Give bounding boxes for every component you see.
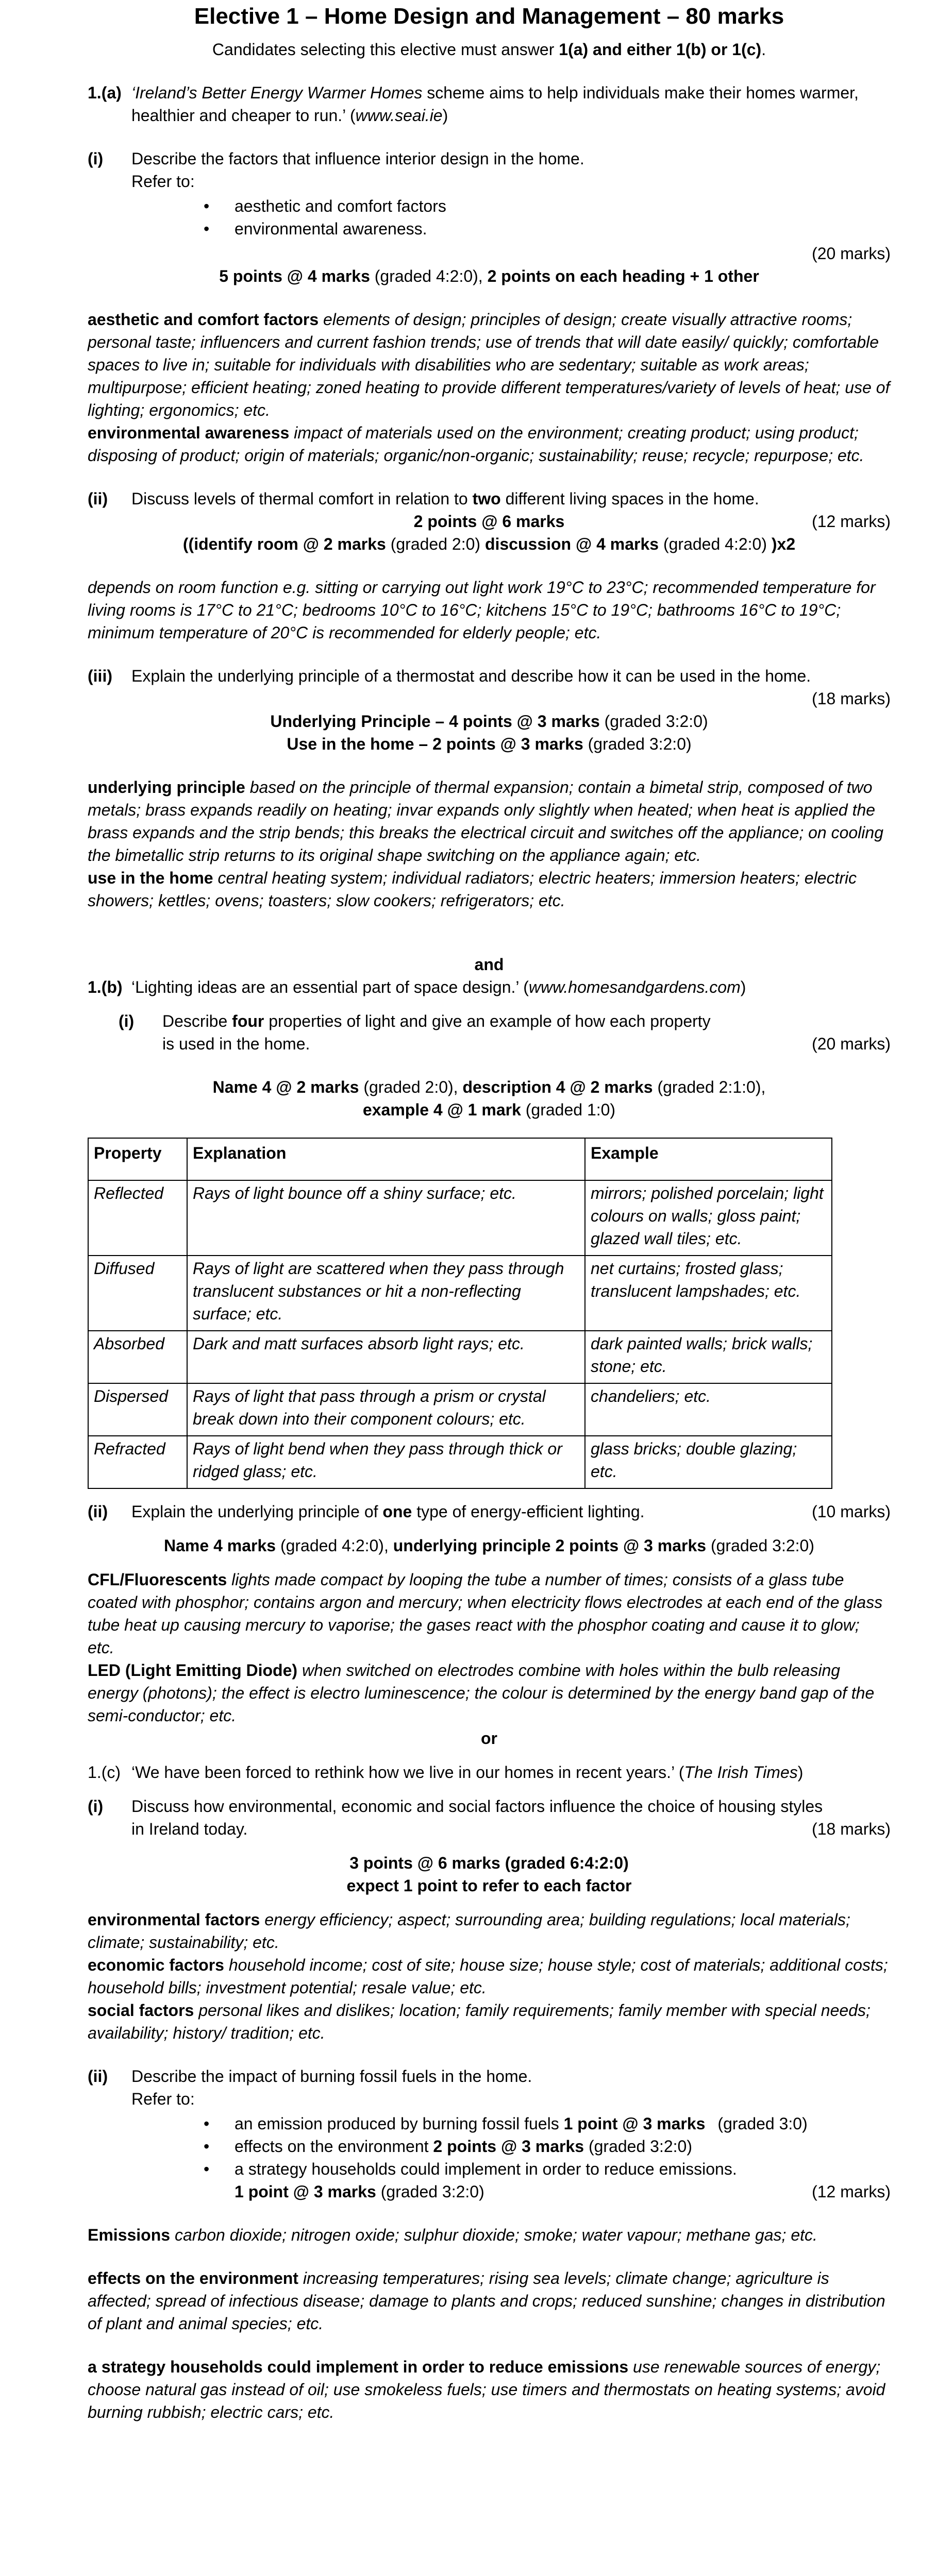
answer-text: elements of design; principles of design; create visually attractive rooms; personal taste; influencers and current fashion trends; use of trends that will date easily/ quickly; comfortable spaces to live in; suitable for individuals with disabilities who are sedentary; suitable as work areas; multipurpose; efficient heating; zoned heating to provide different temperatures/variety of levels of heat; use of lighting; ergonomics; etc.	[88, 310, 890, 419]
q1b-header	[88, 976, 891, 998]
q1a-ii-scheme2	[88, 533, 891, 555]
table-cell: chandeliers; etc.	[585, 1383, 832, 1436]
q1c-ii-number: (ii)	[88, 2067, 108, 2086]
scheme-normal: (graded 3:2:0)	[599, 712, 708, 731]
q1a-source: www.seai.ie	[355, 106, 443, 125]
q1c-header	[88, 1761, 891, 1784]
q-text: different living spaces in the home.	[500, 489, 759, 508]
q1b-ii-scheme	[88, 1534, 891, 1557]
q1c-i-scheme1: 3 points @ 6 marks (graded 6:4:2:0)	[349, 1854, 629, 1872]
table-row	[88, 1436, 832, 1488]
q1a-i	[88, 147, 891, 242]
table-cell: Rays of light bounce off a shiny surface; etc.	[187, 1180, 585, 1256]
q1a-iii-scheme1	[88, 710, 891, 733]
table-row	[88, 1180, 832, 1256]
answer-heading: a strategy households could implement in order to reduce emissions	[88, 2358, 629, 2376]
table-cell: Dispersed	[88, 1383, 187, 1436]
q1c-i-marks: (18 marks)	[812, 1820, 891, 1838]
table-cell: Dark and matt surfaces absorb light rays; etc.	[187, 1331, 585, 1383]
q1a-i-bullets	[204, 195, 891, 240]
q1b-ii-answer-1	[88, 1568, 891, 1659]
bullet-item	[204, 2135, 891, 2158]
q1c-i-answer-1	[88, 1908, 891, 1954]
intro-pre: Candidates selecting this elective must answer	[212, 40, 559, 59]
scheme-normal: (graded 2:0)	[386, 535, 485, 553]
table-row	[88, 1256, 832, 1331]
answer-heading: Emissions	[88, 2226, 171, 2244]
q1b-close: )	[740, 978, 746, 996]
q1a-i-text: Describe the factors that influence interior design in the home.	[131, 149, 584, 168]
q-text: Discuss how environmental, economic and social factors influence the choice of housing styles	[131, 1797, 823, 1816]
bullet-item: • aesthetic and comfort factors	[204, 195, 891, 217]
answer-heading: LED (Light Emitting Diode)	[88, 1661, 298, 1680]
q1a-quote-italic: ‘Ireland’s Better Energy Warmer Homes	[131, 83, 423, 102]
bullet-item	[204, 2112, 891, 2135]
scheme-bold: 2 points on each heading + 1 other	[487, 267, 759, 285]
scheme-bold: underlying principle 2 points @ 3 marks	[393, 1536, 707, 1555]
scheme-normal: (graded 3:2:0)	[583, 735, 692, 753]
q1b-i-scheme1	[88, 1076, 891, 1098]
answer-text: household income; cost of site; house size; house style; cost of materials; additional costs; household bills; investment potential; resale value; etc.	[88, 1956, 888, 1997]
table-cell: Reflected	[88, 1180, 187, 1256]
bullet-grade: (graded 3:2:0)	[376, 2182, 484, 2201]
answer-heading: economic factors	[88, 1956, 224, 1974]
q1a-iii-text: Explain the underlying principle of a thermostat and describe how it can be used in the home.	[131, 667, 811, 685]
q-text-bold: two	[472, 489, 501, 508]
scheme-bold: ((identify room @ 2 marks	[182, 535, 386, 553]
answer-heading: environmental factors	[88, 1910, 260, 1929]
scheme-bold: description 4 @ 2 marks	[462, 1078, 653, 1096]
q1c-quote: ‘We have been forced to rethink how we live in our homes in recent years.’ (	[131, 1763, 684, 1782]
q1a-iii-marks: (18 marks)	[812, 689, 891, 708]
table-header: Explanation	[187, 1138, 585, 1180]
q-text: Discuss levels of thermal comfort in relation to	[131, 489, 473, 508]
q1b-number: 1.(b)	[88, 978, 123, 996]
answer-text: personal likes and dislikes; location; family requirements; family member with special needs; availability; history/ tradition; etc.	[88, 2001, 871, 2042]
answer-text: central heating system; individual radiators; electric heaters; immersion heaters; electric showers; kettles; ovens; toasters; slow cookers; refrigerators; etc.	[88, 869, 857, 910]
answer-heading: aesthetic and comfort factors	[88, 310, 319, 329]
q1a-i-answer-1	[88, 308, 891, 421]
scheme-bold: 5 points @ 4 marks	[219, 267, 370, 285]
answer-heading: effects on the environment	[88, 2269, 298, 2287]
q1c-i-scheme2: expect 1 point to refer to each factor	[346, 1876, 632, 1895]
scheme-normal: (graded 1:0)	[521, 1100, 616, 1119]
bullet-bold: 1 point @ 3 marks	[235, 2182, 376, 2201]
q1c-ii-answer-1	[88, 2224, 891, 2246]
q-text: is used in the home.	[162, 1035, 310, 1053]
q1b-ii-number: (ii)	[88, 1502, 108, 1521]
table-header: Property	[88, 1138, 187, 1180]
properties-table	[88, 1138, 832, 1489]
q1b-ii-marks: (10 marks)	[812, 1502, 891, 1521]
table-cell: Absorbed	[88, 1331, 187, 1383]
scheme-normal: (graded 2:0),	[359, 1078, 463, 1096]
answer-heading: environmental awareness	[88, 423, 290, 442]
q1a-i-answer-2	[88, 421, 891, 467]
answer-text: energy efficiency; aspect; surrounding area; building regulations; local materials; climate; sustainability; etc.	[88, 1910, 850, 1952]
q1a-i-refer: Refer to:	[131, 172, 195, 191]
q1a-quote-rest: scheme aims to help individuals make their homes warmer, healthier and cheaper to run.’ (	[131, 83, 859, 125]
scheme-normal: (graded 2:1:0),	[652, 1078, 766, 1096]
answer-text: based on the principle of thermal expansion; contain a bimetal strip, composed of two metals; brass expands readily on heating; invar expands only slightly when heated; when heat is applied the brass expands and the strip bends; this breaks the electrical circuit and switches off the appliance; on cooling the bimetallic strip returns to its original shape switching on the appliance again; etc.	[88, 778, 883, 865]
q1c-i-answer-2	[88, 1954, 891, 1999]
table-header-row	[88, 1138, 832, 1180]
answer-heading: use in the home	[88, 869, 213, 887]
answer-text: lights made compact by looping the tube a number of times; consists of a glass tube coated with phosphor; contains argon and mercury; when electricity flows electrodes at each end of the glass tube heat up causing mercury to vaporise; the gases react with the phosphor coating and cause it to glow; etc.	[88, 1570, 883, 1657]
bullet-text: an emission produced by burning fossil fuels	[235, 2114, 564, 2133]
answer-text: use renewable sources of energy; choose natural gas instead of oil; use smokeless fuels; use timers and thermostats on heating systems; avoid burning rubbish; electric cars; etc.	[88, 2358, 885, 2421]
q1b-i	[88, 1010, 891, 1055]
q1a-i-scheme	[88, 265, 891, 287]
table-cell: net curtains; frosted glass; translucent lampshades; etc.	[585, 1256, 832, 1331]
table-header: Example	[585, 1138, 832, 1180]
q1a-header	[88, 81, 891, 127]
table-cell: Rays of light that pass through a prism or crystal break down into their component colours; etc.	[187, 1383, 585, 1436]
and-separator: and	[474, 955, 504, 974]
bullet-bold: 2 points @ 3 marks	[433, 2137, 584, 2156]
bullet-text: effects on the environment	[235, 2137, 433, 2156]
q1a-iii-number: (iii)	[88, 667, 112, 685]
q1b-source: www.homesandgardens.com	[528, 978, 741, 996]
table-cell: mirrors; polished porcelain; light colours on walls; gloss paint; glazed wall tiles; etc.	[585, 1180, 832, 1256]
bullet-text: a strategy households could implement in order to reduce emissions.	[235, 2160, 737, 2178]
q1a-ii-answer: depends on room function e.g. sitting or carrying out light work 19°C to 23°C; recommended temperature for living rooms is 17°C to 21°C; bedrooms 10°C to 16°C; kitchens 15°C to 19°C; bathrooms 16°C to 19°C; minimum temperature of 20°C is recommended for elderly people; etc.	[88, 578, 876, 642]
q1c-number: 1.(c)	[88, 1763, 121, 1782]
q1a-close: )	[442, 106, 448, 125]
q-text: in Ireland today.	[131, 1820, 248, 1838]
answer-heading: social factors	[88, 2001, 194, 2020]
answer-text: impact of materials used on the environment; creating product; using product; disposing of product; origin of materials; organic/non-organic; sustainability; reuse; recycle; repurpose; etc.	[88, 423, 864, 465]
q1c-source: The Irish Times	[684, 1763, 798, 1782]
bullet-item	[204, 2158, 891, 2203]
bullet-grade: (graded 3:0)	[717, 2114, 808, 2133]
q-text: Explain the underlying principle of	[131, 1502, 383, 1521]
scheme-normal: (graded 3:2:0)	[706, 1536, 814, 1555]
intro-bold: 1(a) and either 1(b) or 1(c)	[559, 40, 762, 59]
q1c-ii-marks: (12 marks)	[812, 2182, 891, 2201]
q1c-i	[88, 1795, 891, 1840]
page-title: Elective 1 – Home Design and Management – 80 marks	[194, 4, 784, 29]
q1a-ii-scheme-line	[88, 510, 891, 533]
bullet-grade: (graded 3:2:0)	[584, 2137, 692, 2156]
q1a-ii-number: (ii)	[88, 489, 108, 508]
q1a-ii-marks: (12 marks)	[812, 512, 891, 531]
scheme-normal: (graded 4:2:0),	[276, 1536, 393, 1555]
q1c-i-number: (i)	[88, 1797, 104, 1816]
q1b-quote: ‘Lighting ideas are an essential part of space design.’ (	[131, 978, 529, 996]
answer-heading: CFL/Fluorescents	[88, 1570, 227, 1589]
q1a-quote	[131, 81, 891, 127]
q1c-ii	[88, 2065, 891, 2205]
q1c-i-answer-3	[88, 1999, 891, 2044]
q1a-ii-scheme1: 2 points @ 6 marks	[413, 512, 565, 531]
answer-text: when switched on electrodes combine with holes within the bulb releasing energy (photons); the effect is electro luminescence; the colour is determined by the energy band gap of the semi-conductor; etc.	[88, 1661, 875, 1725]
q1c-ii-answer-2	[88, 2267, 891, 2335]
table-row	[88, 1383, 832, 1436]
scheme-bold: )x2	[771, 535, 796, 553]
table-cell: dark painted walls; brick walls; stone; etc.	[585, 1331, 832, 1383]
q-text-bold: four	[232, 1012, 264, 1030]
table-cell: glass bricks; double glazing; etc.	[585, 1436, 832, 1488]
q1a-iii-scheme2	[88, 733, 891, 755]
scheme-bold: discussion @ 4 marks	[484, 535, 659, 553]
q1a-iii-answer-1	[88, 776, 891, 867]
answer-heading: underlying principle	[88, 778, 245, 796]
q1a-number: 1.(a)	[88, 83, 122, 102]
scheme-normal: (graded 4:2:0),	[370, 267, 488, 285]
answer-text: increasing temperatures; rising sea levels; climate change; agriculture is affected; spread of infectious disease; damage to plants and crops; reduced sunshine; changes in distribution of plant and animal species; etc.	[88, 2269, 885, 2333]
q1b-ii	[88, 1500, 891, 1523]
q1a-ii	[88, 487, 891, 510]
q1a-iii-answer-2	[88, 867, 891, 912]
table-cell: Refracted	[88, 1436, 187, 1488]
q-text: Describe the impact of burning fossil fuels in the home.	[131, 2067, 532, 2086]
or-separator: or	[481, 1729, 497, 1748]
table-cell: Rays of light are scattered when they pass through translucent substances or hit a non-reflecting surface; etc.	[187, 1256, 585, 1331]
intro-post: .	[761, 40, 766, 59]
q-text: Describe	[162, 1012, 232, 1030]
scheme-bold: Name 4 marks	[164, 1536, 276, 1555]
q1a-i-marks: (20 marks)	[812, 244, 891, 263]
table-cell: Rays of light bend when they pass through thick or ridged glass; etc.	[187, 1436, 585, 1488]
q1c-close: )	[797, 1763, 804, 1782]
scheme-bold: example 4 @ 1 mark	[362, 1100, 521, 1119]
q1b-i-marks: (20 marks)	[812, 1035, 891, 1053]
q-refer: Refer to:	[131, 2090, 195, 2108]
scheme-bold: Name 4 @ 2 marks	[212, 1078, 359, 1096]
bullet-bold: 1 point @ 3 marks	[563, 2114, 706, 2133]
answer-text: carbon dioxide; nitrogen oxide; sulphur dioxide; smoke; water vapour; methane gas; etc.	[170, 2226, 817, 2244]
q1c-ii-bullets	[204, 2112, 891, 2203]
q1b-ii-answer-2	[88, 1659, 891, 1727]
q-text: properties of light and give an example of how each property	[264, 1012, 711, 1030]
intro-text	[88, 38, 891, 61]
table-cell: Diffused	[88, 1256, 187, 1331]
q1a-i-number: (i)	[88, 149, 104, 168]
scheme-normal: (graded 4:2:0)	[659, 535, 772, 553]
scheme-bold: Underlying Principle – 4 points @ 3 marks	[270, 712, 600, 731]
q1b-i-scheme2	[88, 1098, 891, 1121]
q1b-i-number: (i)	[119, 1012, 135, 1030]
bullet-item: • environmental awareness.	[204, 217, 891, 240]
q-text: type of energy-efficient lighting.	[412, 1502, 645, 1521]
q1a-iii	[88, 665, 891, 687]
scheme-bold: Use in the home – 2 points @ 3 marks	[287, 735, 583, 753]
q1c-ii-answer-3	[88, 2355, 891, 2424]
q-text-bold: one	[382, 1502, 412, 1521]
table-row	[88, 1331, 832, 1383]
